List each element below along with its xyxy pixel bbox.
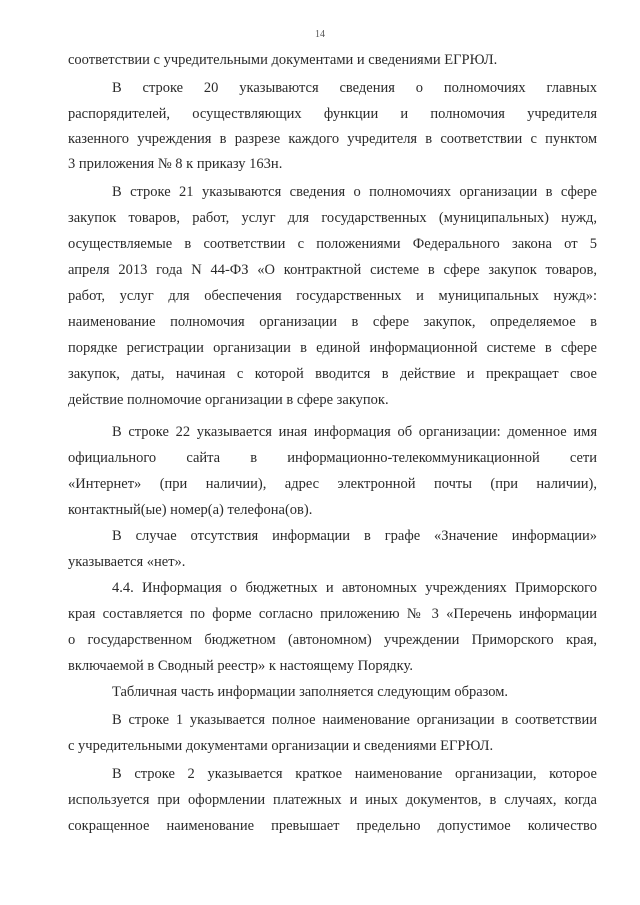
text-line: закупок товаров, работ, услуг для государственных (муниципальных) нужд, [68, 210, 597, 226]
text-line: включаемой в Сводный реестр» к настоящему Порядку. [68, 658, 413, 674]
text-line: В строке 21 указываются сведения о полномочиях организации в сфере [112, 184, 597, 200]
text-line: В строке 1 указывается полное наименование организации в соответствии [112, 712, 597, 728]
text-line: казенного учреждения в разрезе каждого учредителя в соответствии с пунктом [68, 131, 597, 147]
text-line: закупок, даты, начиная с которой вводится в действие и прекращает свое [68, 366, 597, 382]
text-line: 4.4. Информация о бюджетных и автономных учреждениях Приморского [112, 580, 597, 596]
text-line: о государственном бюджетном (автономном) учреждении Приморского края, [68, 632, 597, 648]
text-line: наименование полномочия организации в сфере закупок, определяемое в [68, 314, 597, 330]
text-line: Табличная часть информации заполняется следующим образом. [112, 684, 509, 700]
text-line: В случае отсутствия информации в графе «Значение информации» [112, 528, 597, 544]
text-line: В строке 2 указывается краткое наименование организации, которое [112, 766, 597, 782]
text-line: распорядителей, осуществляющих функции и полномочия учредителя [68, 106, 597, 122]
text-line: используется при оформлении платежных и иных документов, в случаях, когда [68, 792, 597, 808]
text-line: апреля 2013 года N 44-ФЗ «О контрактной системе в сфере закупок товаров, [68, 262, 597, 278]
text-line: соответствии с учредительными документами и сведениями ЕГРЮЛ. [68, 52, 498, 68]
text-line: действие полномочие организации в сфере закупок. [68, 392, 389, 408]
text-line: В строке 22 указывается иная информация об организации: доменное имя [112, 424, 597, 440]
text-line: порядке регистрации организации в единой информационной системе в сфере [68, 340, 597, 356]
text-line: края составляется по форме согласно приложению № 3 «Перечень информации [68, 606, 597, 622]
text-line: работ, услуг для обеспечения государственных и муниципальных нужд»: [68, 288, 597, 304]
text-line: «Интернет» (при наличии), адрес электронной почты (при наличии), [68, 476, 597, 492]
page-number: 14 [315, 29, 325, 40]
text-line: сокращенное наименование превышает предельно допустимое количество [68, 818, 597, 834]
text-line: официального сайта в информационно-телекоммуникационной сети [68, 450, 597, 466]
text-line: 3 приложения № 8 к приказу 163н. [68, 156, 283, 172]
text-line: осуществляемые в соответствии с положениями Федерального закона от 5 [68, 236, 597, 252]
text-line: с учредительными документами организации и сведениями ЕГРЮЛ. [68, 738, 494, 754]
text-line: указывается «нет». [68, 554, 186, 570]
text-line: контактный(ые) номер(а) телефона(ов). [68, 502, 313, 518]
text-line: В строке 20 указываются сведения о полномочиях главных [112, 80, 597, 96]
